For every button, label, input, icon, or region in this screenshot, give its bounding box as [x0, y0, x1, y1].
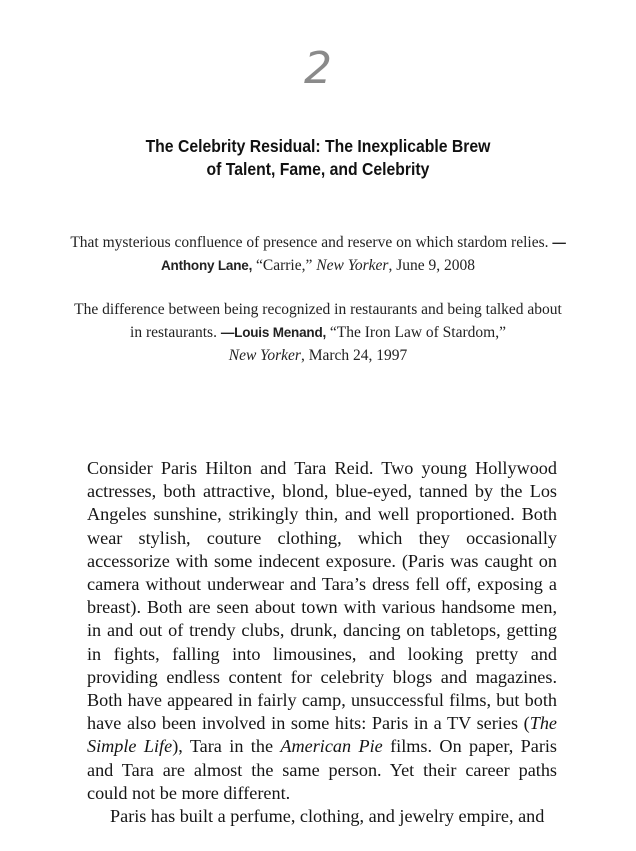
epigraph-author: —Anthony Lane, [160, 235, 566, 273]
paragraph-1-title-simple-life: The Simple Life [87, 713, 557, 757]
chapter-title-line-2: of Talent, Fame, and Celebrity [206, 159, 430, 179]
epigraph-source: “The Iron Law of Stardom,” [329, 324, 506, 341]
paragraph-1-text-c: films. On paper, Paris and Tara are almost the same person. Yet their career paths could not be more different. [87, 736, 558, 803]
epigraph-date: , June 9, 2008 [388, 257, 476, 274]
epigraph-1 [70, 231, 566, 277]
chapter-title [32, 135, 604, 181]
epigraph-quote: That mysterious confluence of presence and reserve on which stardom relies. [70, 234, 549, 251]
epigraph-date: , March 24, 1997 [300, 347, 408, 364]
paragraph-1 [87, 457, 557, 805]
paragraph-2: Paris has built a perfume, clothing, and jewelry empire, and [110, 806, 545, 827]
epigraph-source: “Carrie,” [256, 257, 313, 274]
epigraph-quote: The difference between being recognized in restaurants and being talked about in restaurants. [74, 301, 562, 341]
epigraph-publication: New Yorker [316, 257, 389, 274]
epigraph-publication: New Yorker [228, 347, 301, 364]
chapter-title-line-1: The Celebrity Residual: The Inexplicable Brew [145, 136, 491, 156]
epigraph-author: —Louis Menand, [220, 325, 327, 340]
paragraph-1-text-a: Consider Paris Hilton and Tara Reid. Two young Hollywood actresses, both attractive, blond, blue-eyed, tanned by the Los Angeles sunshine, strikingly thin, and well proportioned. Both wear stylish, couture clothing, which they occasionally accessorize with some indecent exposure. (Paris was caught on camera without underwear and Tara’s dress fell off, exposing a breast). Both are seen about town with various handsome men, in and out of trendy clubs, drunk, dancing on tabletops, getting in fights, falling into limousines, and looking pretty and providing endless content for celebrity blogs and magazines. Both have appeared in fairly camp, unsuccessful films, but both have also been involved in some hits: Paris in a TV series ( [87, 458, 557, 734]
epigraph-2 [70, 298, 566, 367]
paragraph-1-title-american-pie: American Pie [280, 736, 383, 757]
body-text [87, 457, 557, 828]
paragraph-1-text-b: ), Tara in the [172, 736, 281, 757]
chapter-number: 2 [304, 43, 332, 94]
